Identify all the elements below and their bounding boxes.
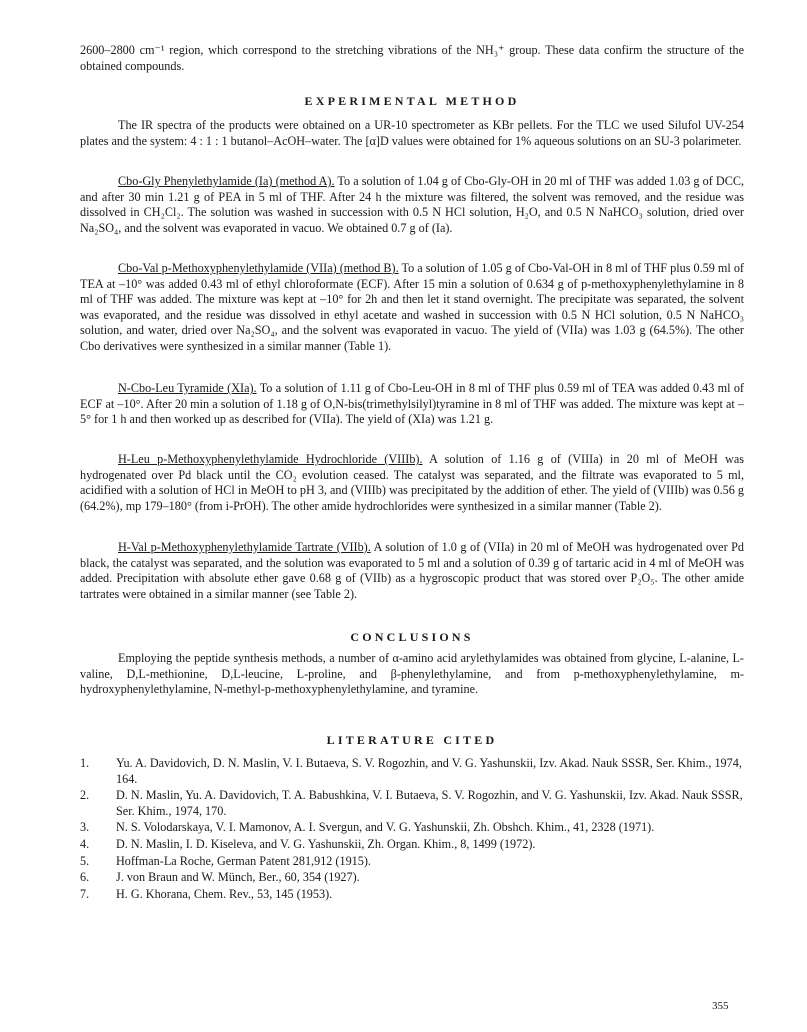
section-body-xia: To a solution of 1.11 g of Cbo-Leu-OH in 8 ml of THF plus 0.59 ml of TEA was added 0.43 ml of ECF at –10°. After 20 min a solution of 1.18 g of O,N-bis(trimethylsilyl)tyramine in 8 ml of THF was added. The mixture was kept at –5° for 1 h and then worked up as described for (VIIa). The yield of (XIa) was 1.21 g. <box>80 381 744 427</box>
section-paragraph-viib <box>80 540 744 602</box>
section-paragraph-ia <box>80 174 744 236</box>
reference-text: D. N. Maslin, Yu. A. Davidovich, T. A. Babushkina, V. I. Butaeva, S. V. Rogozhin, and V. G. Yashunskii, Izv. Akad. Nauk SSSR, Ser. Khim., 1974, 170. <box>116 788 743 818</box>
general-methods-paragraph: The IR spectra of the products were obtained on a UR-10 spectrometer as KBr pellets. For the TLC we used Silufol UV-254 plates and the system: 4 : 1 : 1 butanol–AcOH–water. The [α]D values were obtained for 1% aqueous solutions on an SU-3 polarimeter. <box>80 118 744 148</box>
reference-number: 6. <box>80 870 90 885</box>
reference-text: Hoffman-La Roche, German Patent 281,912 (1915). <box>116 853 371 868</box>
section-paragraph-viia <box>80 261 744 355</box>
reference-list <box>80 756 744 903</box>
reference-number: 3. <box>80 820 90 835</box>
section-paragraph-xia <box>80 381 744 428</box>
reference-text: J. von Braun and W. Münch, Ber., 60, 354 (1927). <box>116 870 360 885</box>
conclusions-paragraph: Employing the peptide synthesis methods, a number of α-amino acid arylethylamides was obtained from glycine, L-alanine, L-valine, D,L-methionine, D,L-leucine, L-proline, and β-phenylethylamine, and from p-methoxyphenylethylamine, m-hydroxyphenylethylamine, N-methyl-p-methoxyphenylethylamine, and tyramine. <box>80 651 744 697</box>
reference-text: N. S. Volodarskaya, V. I. Mamonov, A. I. Svergun, and V. G. Yashunskii, Zh. Obshch. Khim., 41, 2328 (1971). <box>116 820 655 835</box>
reference-item <box>80 788 744 819</box>
section-body-viiib: A solution of 1.16 g of (VIIIa) in 20 ml of MeOH was hydrogenated over Pd black until the CO₂ evolution ceased. The catalyst was separated, and the filtrate was evaporated to 5 ml, acidified with a solution of HCl in MeOH to pH 3, and (VIIIb) was precipitated by the addition of ether. The yield of (VIIIb) was 0.56 g (64.2%), mp 179–180° (from i-PrOH). The other amide hydrochlorides were synthesized in a similar manner (Table 2). <box>80 452 745 513</box>
section-paragraph-viiib <box>80 452 744 514</box>
reference-item <box>80 870 744 886</box>
conclusions-heading: CONCLUSIONS <box>350 630 474 644</box>
section-body-ia: To a solution of 1.04 g of Cbo-Gly-OH in 20 ml of THF was added 1.03 g of DCC, and after 30 min 1.21 g of PEA in 5 ml of THF. After 24 h the mixture was filtered, the solvent was removed, and the residue was dissolved in CH₂Cl₂. The solution was washed in succession with 0.5 N HCl solution, H₂O, and 0.5 N NaHCO₃ solution, dried over Na₂SO₄, and the solvent was evaporated in vacuo. We obtained 0.7 g of (Ia). <box>80 174 745 235</box>
section-title-viib: H-Val p-Methoxyphenylethylamide Tartrate (VIIb). <box>118 540 371 554</box>
page-number: 355 <box>712 1000 729 1012</box>
reference-item <box>80 756 744 787</box>
reference-text: H. G. Khorana, Chem. Rev., 53, 145 (1953). <box>116 886 333 901</box>
experimental-heading: EXPERIMENTAL METHOD <box>304 94 520 108</box>
reference-item <box>80 820 744 836</box>
section-body-viib: A solution of 1.0 g of (VIIa) in 20 ml of MeOH was hydrogenated over Pd black, the catalyst was separated, and the solution was evaporated to 5 ml and a solution of 0.39 g of tartaric acid in 4 ml of MeOH was added. Precipitation with absolute ether gave 0.68 g of (VIIb) as a hygroscopic product that was stored over P₂O₅. The other amide tartrates were obtained in a similar manner (see Table 2). <box>80 540 744 601</box>
reference-number: 7. <box>80 886 90 901</box>
section-title-viia: Cbo-Val p-Methoxyphenylethylamide (VIIa) (method B). <box>118 261 399 275</box>
reference-item <box>80 854 744 870</box>
reference-number: 4. <box>80 836 90 851</box>
reference-text: D. N. Maslin, I. D. Kiseleva, and V. G. Yashunskii, Zh. Organ. Khim., 8, 1499 (1972). <box>116 836 536 851</box>
intro-paragraph: 2600–2800 cm⁻¹ region, which correspond to the stretching vibrations of the NH₃⁺ group. These data confirm the structure of the obtained compounds. <box>80 43 744 73</box>
reference-item <box>80 887 744 903</box>
section-body-viia: To a solution of 1.05 g of Cbo-Val-OH in 8 ml of THF plus 0.59 ml of TEA at –10° was added 0.43 ml of ethyl chloroformate (ECF). After 15 min a solution of 0.634 g of p-methoxyphenylethylamine in 8 ml of THF was added. The mixture was kept at –10° for 2h and then let it stand overnight. The precipitate was separated, the solvent was evaporated, and the residue was dissolved in ethyl acetate and washed in succession with 0.5 N HCl solution, 0.5 N NaHCO₃ solution, and water, dried over Na₂SO₄, and the solvent was evaporated in vacuo. The yield of (VIIa) was 1.03 g (64.5%). The other Cbo derivatives were synthesized in a similar manner (Table 1). <box>80 261 744 353</box>
section-title-xia: N-Cbo-Leu Tyramide (XIa). <box>118 381 257 395</box>
reference-number: 1. <box>80 756 90 770</box>
literature-heading: LITERATURE CITED <box>326 733 498 747</box>
reference-number: 5. <box>80 853 90 868</box>
section-title-ia: Cbo-Gly Phenylethylamide (Ia) (method A). <box>118 174 335 188</box>
reference-number: 2. <box>80 788 90 803</box>
section-title-viiib: H-Leu p-Methoxyphenylethylamide Hydrochloride (VIIIb). <box>118 452 423 466</box>
reference-item <box>80 837 744 853</box>
reference-text: Yu. A. Davidovich, D. N. Maslin, V. I. Butaeva, S. V. Rogozhin, and V. G. Yashunskii, Izv. Akad. Nauk SSSR, Ser. Khim., 1974, 164. <box>116 756 742 786</box>
